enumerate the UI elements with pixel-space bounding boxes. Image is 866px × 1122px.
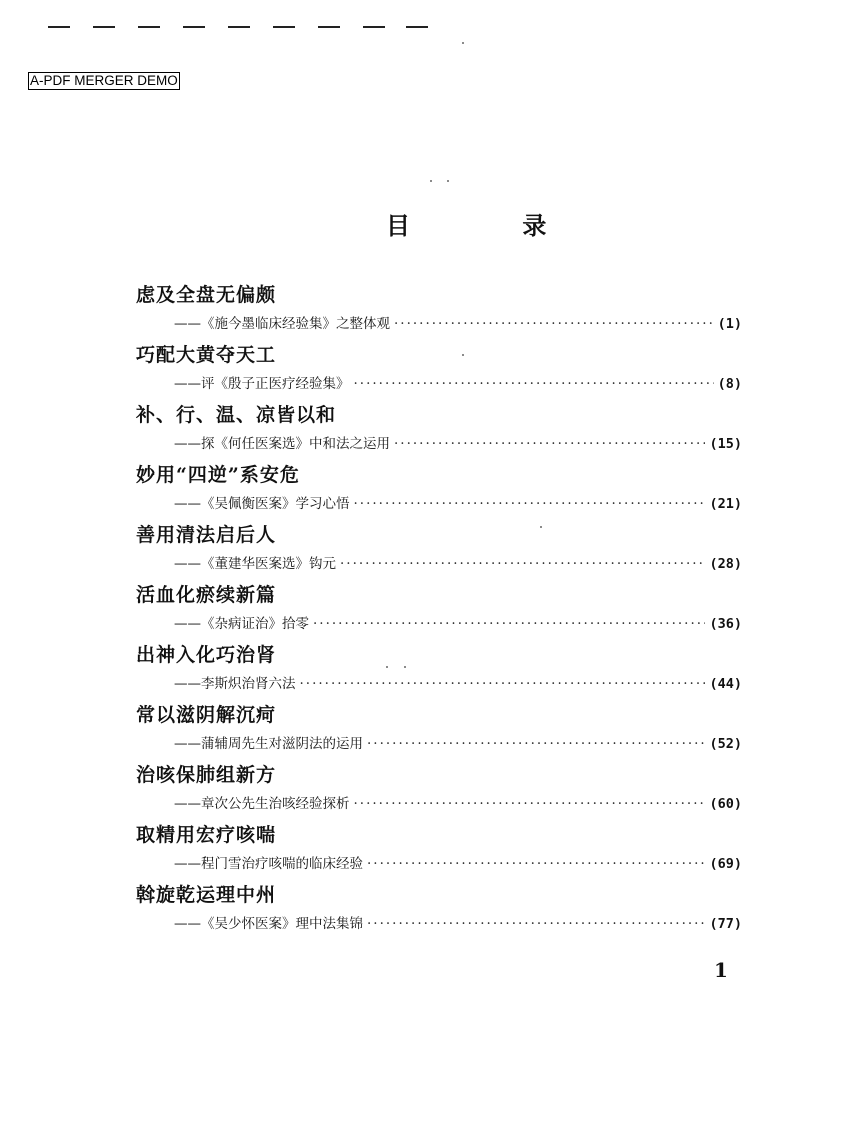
dot-leader bbox=[367, 856, 705, 872]
toc-entry-subtitle: ——《董建华医案选》钩元 bbox=[174, 556, 336, 572]
toc-entry-page: (60) bbox=[709, 796, 742, 812]
table-of-contents bbox=[136, 278, 746, 938]
toc-entry-page: (69) bbox=[709, 856, 742, 872]
top-dash-rule bbox=[48, 26, 428, 30]
toc-entry-title: 巧配大黄夺天工 bbox=[136, 344, 277, 366]
dot-leader bbox=[354, 376, 714, 392]
scan-speck bbox=[386, 666, 388, 668]
dot-leader bbox=[367, 736, 705, 752]
toc-entry-page: (44) bbox=[709, 676, 742, 692]
page-title: 目 录 bbox=[386, 212, 599, 240]
page-number: 1 bbox=[714, 958, 728, 982]
toc-entry[interactable] bbox=[136, 638, 746, 698]
toc-entry-subtitle-line bbox=[174, 672, 742, 692]
toc-entry-title: 善用清法启后人 bbox=[136, 524, 277, 546]
scan-speck bbox=[404, 666, 406, 668]
scan-speck bbox=[462, 354, 464, 356]
toc-entry-page: (15) bbox=[709, 436, 742, 452]
toc-entry-subtitle-line bbox=[174, 852, 742, 872]
toc-entry[interactable] bbox=[136, 578, 746, 638]
toc-entry-subtitle: ——《吴少怀医案》理中法集锦 bbox=[174, 916, 363, 932]
dot-leader bbox=[394, 436, 705, 452]
toc-entry-title: 取精用宏疗咳喘 bbox=[136, 824, 277, 846]
toc-entry[interactable] bbox=[136, 518, 746, 578]
toc-entry[interactable] bbox=[136, 758, 746, 818]
toc-entry-subtitle-line bbox=[174, 432, 742, 452]
toc-entry-subtitle-line bbox=[174, 552, 742, 572]
dot-leader bbox=[340, 556, 705, 572]
toc-entry[interactable] bbox=[136, 818, 746, 878]
scan-speck bbox=[447, 180, 449, 182]
toc-entry-title: 出神入化巧治肾 bbox=[136, 644, 277, 666]
toc-entry-title: 治咳保肺组新方 bbox=[136, 764, 277, 786]
toc-entry-subtitle: ——《杂病证治》拾零 bbox=[174, 616, 309, 632]
dot-leader bbox=[354, 496, 706, 512]
toc-entry-page: (36) bbox=[709, 616, 742, 632]
toc-entry-subtitle-line bbox=[174, 492, 742, 512]
toc-entry-title: 妙用“四逆”系安危 bbox=[136, 464, 300, 486]
toc-entry-subtitle: ——《吴佩衡医案》学习心悟 bbox=[174, 496, 350, 512]
toc-entry-subtitle: ——评《殷子正医疗经验集》 bbox=[174, 376, 350, 392]
toc-entry-title: 斡旋乾运理中州 bbox=[136, 884, 277, 906]
toc-entry-subtitle: ——蒲辅周先生对滋阴法的运用 bbox=[174, 736, 363, 752]
toc-entry-page: (77) bbox=[709, 916, 742, 932]
scan-speck bbox=[462, 42, 464, 44]
toc-entry-title: 虑及全盘无偏颇 bbox=[136, 284, 277, 306]
toc-entry-page: (28) bbox=[709, 556, 742, 572]
dot-leader bbox=[394, 316, 714, 332]
scan-speck bbox=[540, 526, 542, 528]
toc-entry-subtitle: ——《施今墨临床经验集》之整体观 bbox=[174, 316, 390, 332]
toc-entry-page: (21) bbox=[709, 496, 742, 512]
toc-entry-title: 活血化瘀续新篇 bbox=[136, 584, 277, 606]
toc-entry-subtitle-line bbox=[174, 792, 742, 812]
toc-entry-subtitle-line bbox=[174, 312, 742, 332]
toc-entry[interactable] bbox=[136, 878, 746, 938]
scan-speck bbox=[430, 180, 432, 182]
dot-leader bbox=[313, 616, 705, 632]
toc-entry-subtitle-line bbox=[174, 912, 742, 932]
toc-entry-title: 常以滋阴解沉疴 bbox=[136, 704, 277, 726]
toc-entry-subtitle: ——章次公先生治咳经验探析 bbox=[174, 796, 350, 812]
watermark-label: A-PDF MERGER DEMO bbox=[30, 73, 178, 88]
toc-entry[interactable] bbox=[136, 698, 746, 758]
dot-leader bbox=[354, 796, 706, 812]
toc-entry-page: (52) bbox=[709, 736, 742, 752]
dot-leader bbox=[367, 916, 705, 932]
toc-entry-page: (1) bbox=[717, 316, 742, 332]
toc-entry[interactable] bbox=[136, 398, 746, 458]
toc-entry-subtitle: ——李斯炽治肾六法 bbox=[174, 676, 296, 692]
toc-entry[interactable] bbox=[136, 458, 746, 518]
toc-entry-subtitle-line bbox=[174, 732, 742, 752]
toc-entry-title: 补、行、温、凉皆以和 bbox=[136, 404, 337, 426]
dot-leader bbox=[300, 676, 706, 692]
toc-entry-subtitle-line bbox=[174, 612, 742, 632]
toc-entry-subtitle: ——程门雪治疗咳喘的临床经验 bbox=[174, 856, 363, 872]
toc-entry-page: (8) bbox=[717, 376, 742, 392]
toc-entry-subtitle-line bbox=[174, 372, 742, 392]
toc-entry-subtitle: ——探《何任医案选》中和法之运用 bbox=[174, 436, 390, 452]
toc-entry[interactable] bbox=[136, 278, 746, 338]
toc-entry[interactable] bbox=[136, 338, 746, 398]
